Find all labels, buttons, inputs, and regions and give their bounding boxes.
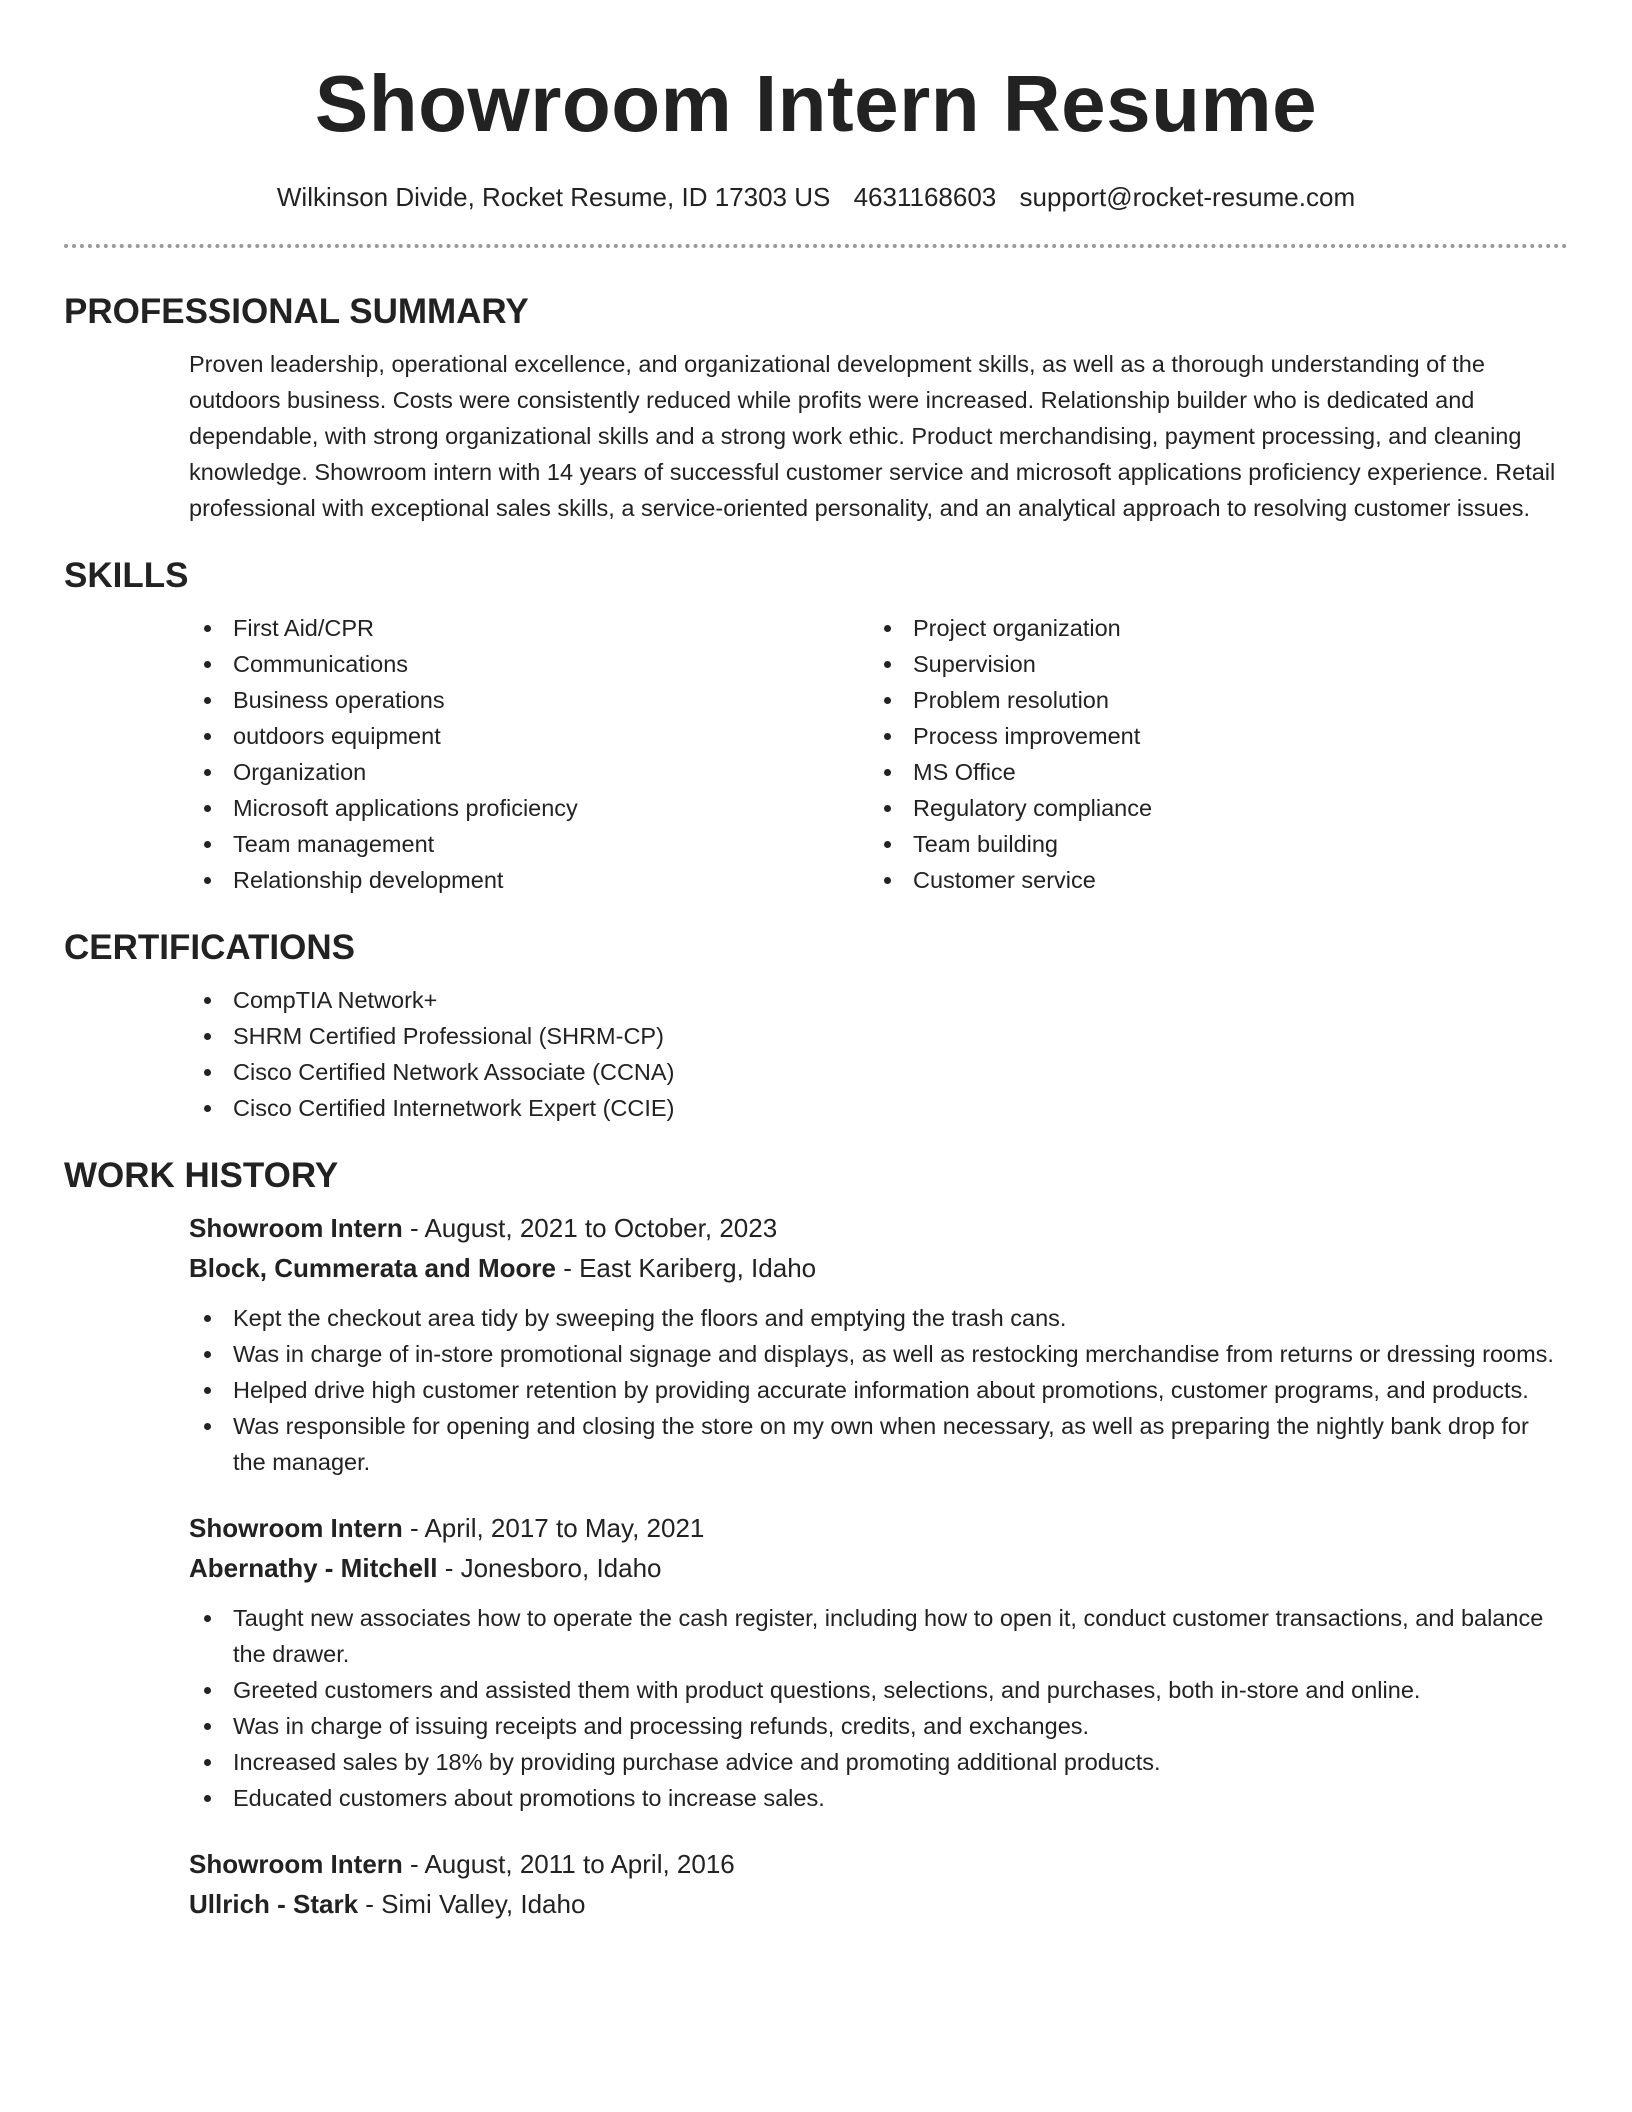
job-company-line — [189, 1548, 1568, 1588]
job-company: Abernathy - Mitchell — [189, 1553, 438, 1583]
skill-item: Business operations — [189, 682, 869, 718]
certification-item: Cisco Certified Internetwork Expert (CCIE) — [189, 1090, 1568, 1126]
skills-heading: SKILLS — [64, 556, 189, 595]
skills-section — [64, 610, 1568, 898]
skill-item: Customer service — [869, 862, 1549, 898]
job-company-line — [189, 1884, 1568, 1924]
job-bullet: Taught new associates how to operate the cash register, including how to open it, conduct customer transactions, and balance the drawer. — [189, 1600, 1568, 1672]
job-company: Ullrich - Stark — [189, 1889, 359, 1919]
job-bullets — [189, 1600, 1568, 1816]
job-dates: - August, 2011 to April, 2016 — [402, 1849, 735, 1879]
skills-list-right — [869, 610, 1549, 898]
skill-item: Relationship development — [189, 862, 869, 898]
certifications-list — [189, 982, 1568, 1126]
contact-line — [64, 180, 1568, 214]
summary-heading: PROFESSIONAL SUMMARY — [64, 292, 529, 331]
job-dates: - August, 2021 to October, 2023 — [402, 1213, 778, 1243]
skill-item: Supervision — [869, 646, 1549, 682]
job-entry — [64, 1508, 1568, 1816]
summary-text: Proven leadership, operational excellence, and organizational development skills, as well as a thorough understanding of the outdoors business. Costs were consistently reduced while profits were increased. Relationship builder who is dedicated and dependable, with strong organizational skills and a strong work ethic. Product merchandising, payment processing, and cleaning knowledge. Showroom intern with 14 years of successful customer service and microsoft applications proficiency experience. Retail professional with exceptional sales skills, a service-oriented personality, and an analytical approach to resolving customer issues. — [189, 351, 1556, 521]
skill-item: outdoors equipment — [189, 718, 869, 754]
skill-item: Regulatory compliance — [869, 790, 1549, 826]
job-entry — [64, 1844, 1568, 1924]
skill-item: Communications — [189, 646, 869, 682]
skill-item: Microsoft applications proficiency — [189, 790, 869, 826]
certification-item: SHRM Certified Professional (SHRM-CP) — [189, 1018, 1568, 1054]
job-bullet: Helped drive high customer retention by providing accurate information about promotions, customer programs, and products. — [189, 1372, 1568, 1408]
skill-item: Team building — [869, 826, 1549, 862]
job-title: Showroom Intern — [189, 1513, 403, 1543]
job-title: Showroom Intern — [189, 1849, 403, 1879]
job-bullet: Increased sales by 18% by providing purchase advice and promoting additional products. — [189, 1744, 1568, 1780]
job-title: Showroom Intern — [189, 1213, 403, 1243]
job-entry — [64, 1208, 1568, 1480]
summary-section — [64, 346, 1568, 526]
certifications-heading: CERTIFICATIONS — [64, 928, 356, 967]
resume-title: Showroom Intern Resume — [314, 59, 1318, 148]
job-title-line — [189, 1844, 1568, 1884]
job-company-line — [189, 1248, 1568, 1288]
work-history-heading: WORK HISTORY — [64, 1156, 339, 1195]
job-bullet: Was in charge of in-store promotional signage and displays, as well as restocking merchandise from returns or dressing rooms. — [189, 1336, 1568, 1372]
skill-item: Organization — [189, 754, 869, 790]
contact-address: Wilkinson Divide, Rocket Resume, ID 17303 US — [276, 182, 831, 212]
job-title-line — [189, 1508, 1568, 1548]
header-divider — [64, 244, 1568, 248]
certification-item: CompTIA Network+ — [189, 982, 1568, 1018]
job-bullets — [189, 1300, 1568, 1480]
job-company: Block, Cummerata and Moore — [189, 1253, 556, 1283]
job-location: - Simi Valley, Idaho — [358, 1889, 586, 1919]
skill-item: First Aid/CPR — [189, 610, 869, 646]
job-bullet: Was responsible for opening and closing the store on my own when necessary, as well as preparing the nightly bank drop for the manager. — [189, 1408, 1568, 1480]
job-title-line — [189, 1208, 1568, 1248]
skills-list-left — [189, 610, 869, 898]
certifications-section — [64, 982, 1568, 1126]
job-bullet: Greeted customers and assisted them with product questions, selections, and purchases, both in-store and online. — [189, 1672, 1568, 1708]
job-bullet: Kept the checkout area tidy by sweeping the floors and emptying the trash cans. — [189, 1300, 1568, 1336]
contact-email: support@rocket-resume.com — [1019, 182, 1356, 212]
skill-item: MS Office — [869, 754, 1549, 790]
skill-item: Project organization — [869, 610, 1549, 646]
skill-item: Problem resolution — [869, 682, 1549, 718]
job-location: - Jonesboro, Idaho — [437, 1553, 662, 1583]
job-bullet: Educated customers about promotions to increase sales. — [189, 1780, 1568, 1816]
skill-item: Team management — [189, 826, 869, 862]
job-location: - East Kariberg, Idaho — [555, 1253, 817, 1283]
job-dates: - April, 2017 to May, 2021 — [402, 1513, 705, 1543]
skill-item: Process improvement — [869, 718, 1549, 754]
certification-item: Cisco Certified Network Associate (CCNA) — [189, 1054, 1568, 1090]
contact-phone: 4631168603 — [853, 182, 997, 212]
job-bullet: Was in charge of issuing receipts and processing refunds, credits, and exchanges. — [189, 1708, 1568, 1744]
